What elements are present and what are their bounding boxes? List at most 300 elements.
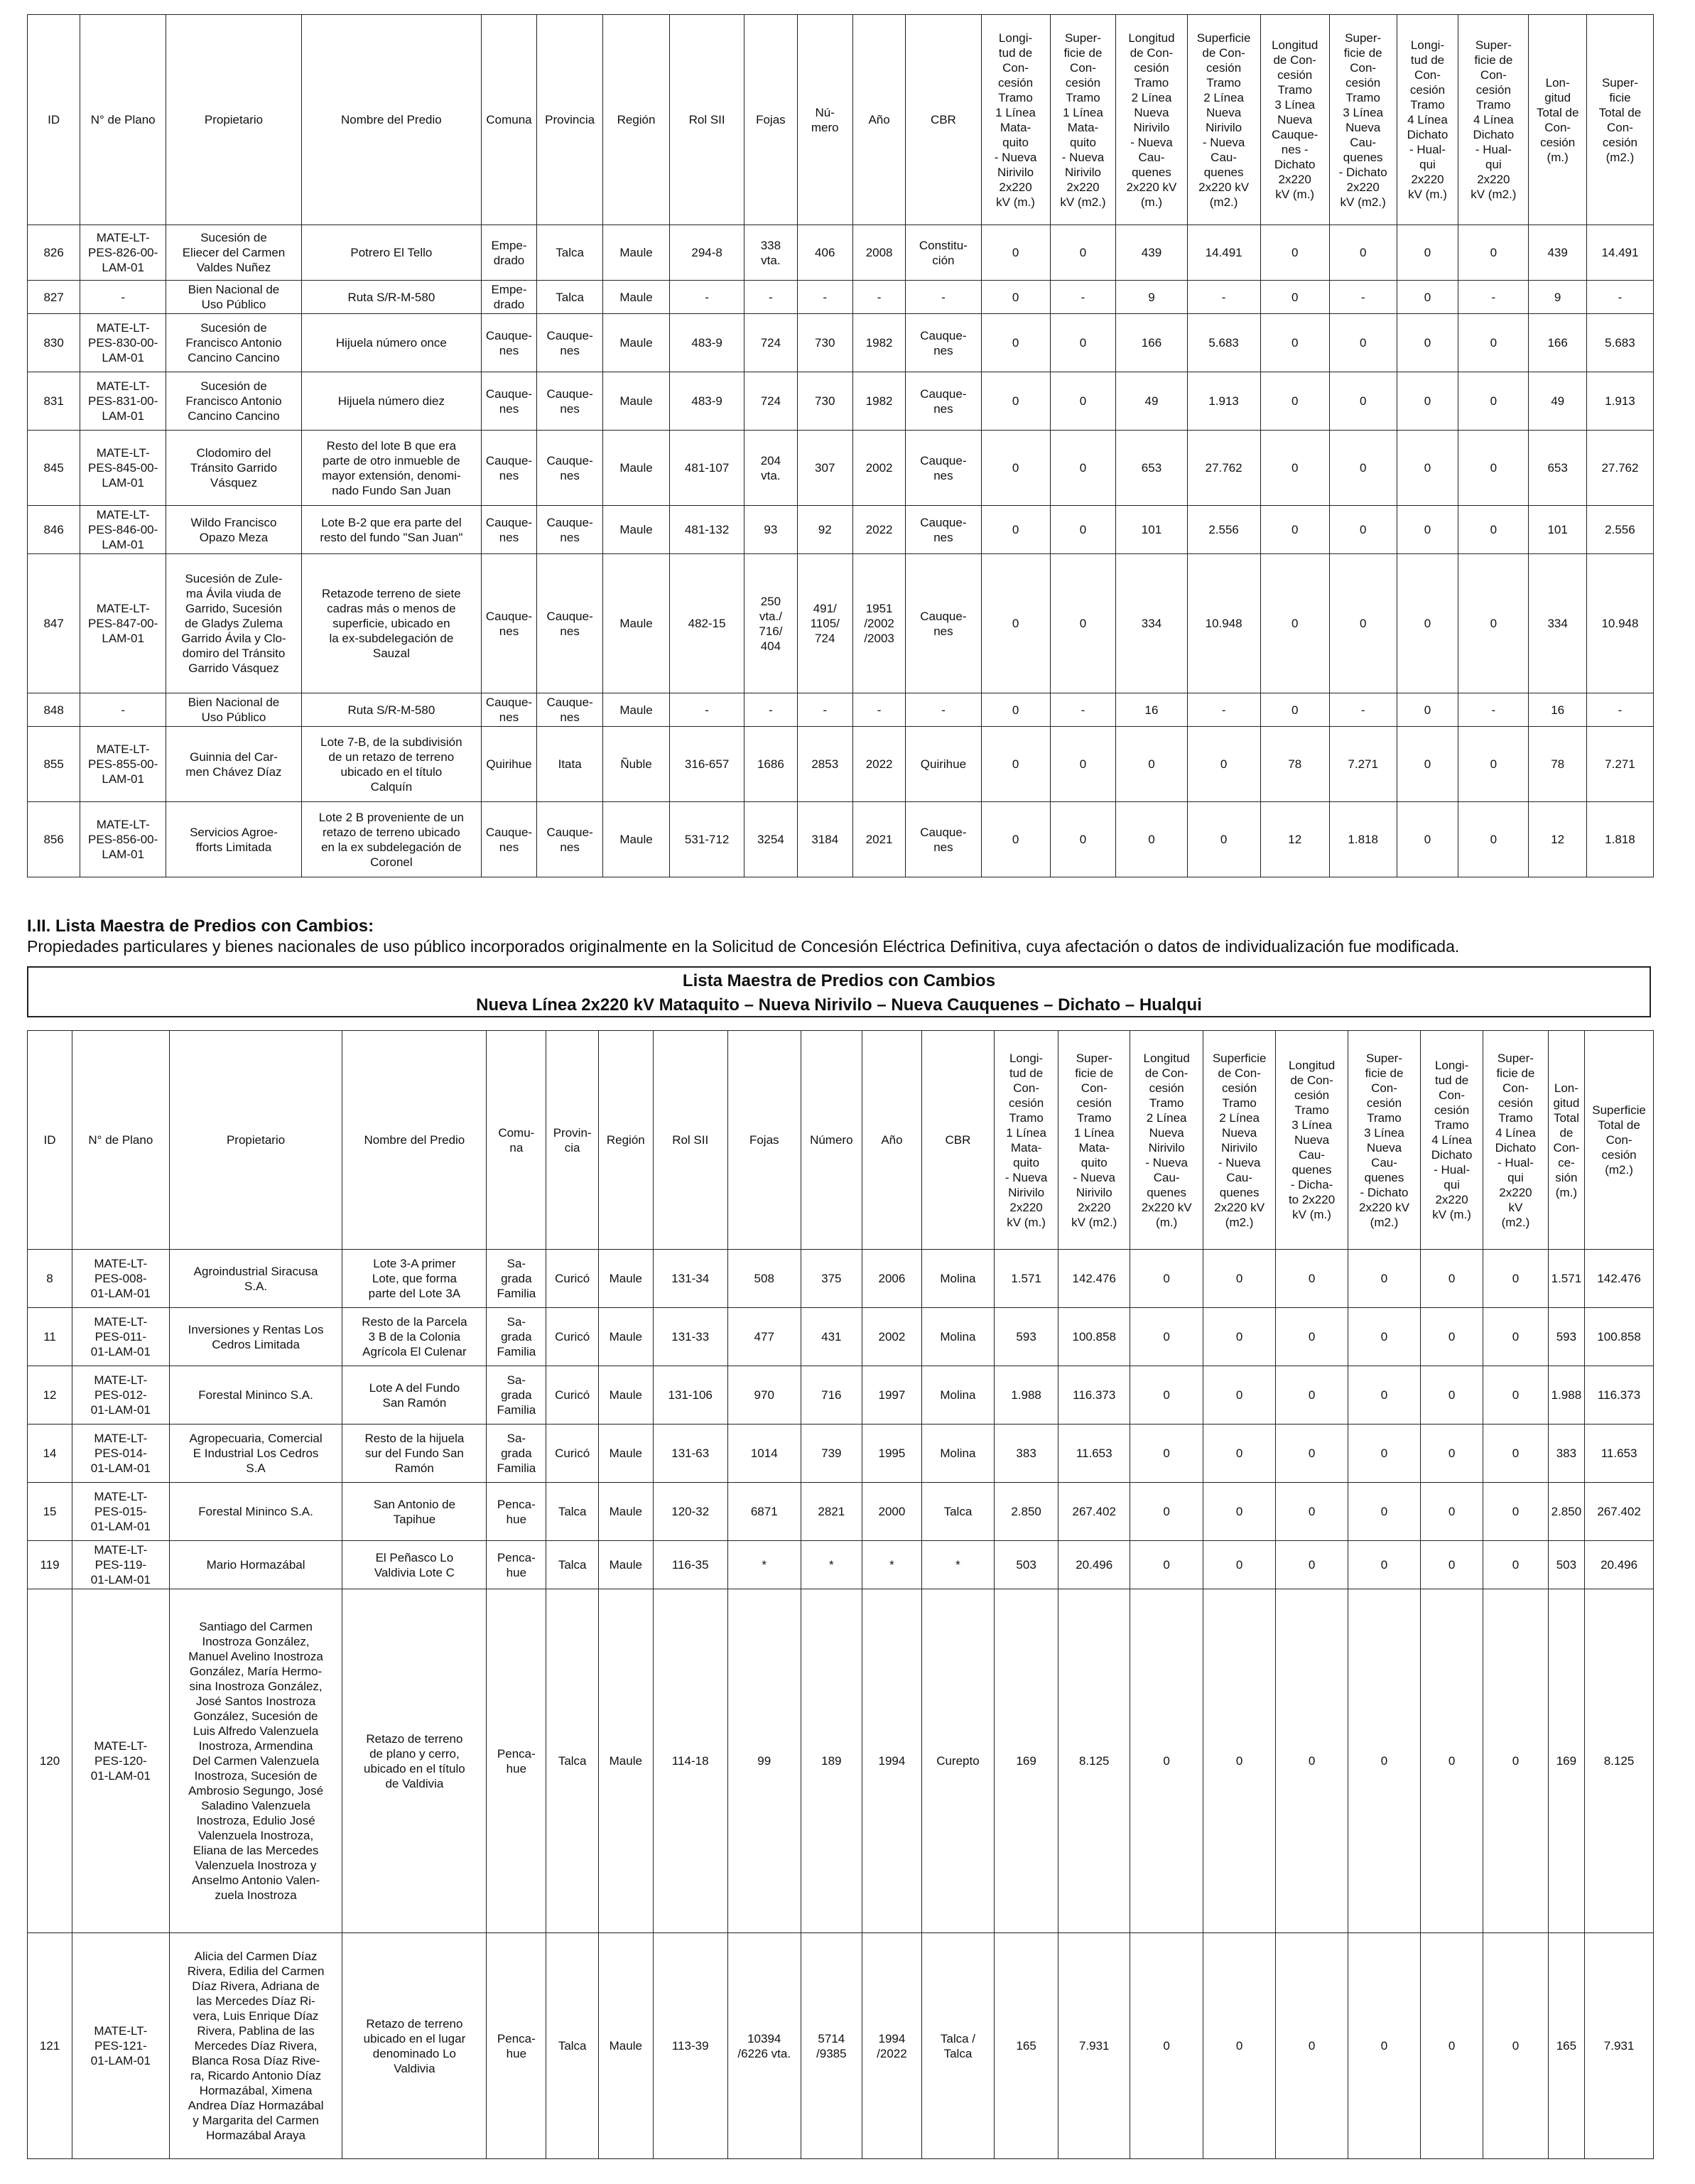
cell-sup-tramo2: 0 [1203, 1933, 1276, 2159]
cell-rol-sii: 131-34 [653, 1250, 727, 1308]
cell-cbr: - [906, 693, 981, 727]
cell-comuna: Penca- hue [487, 1541, 546, 1589]
cell-provincia: Cauque- nes [537, 314, 603, 372]
table-row [28, 506, 1654, 554]
cell-long-tramo1: 0 [981, 314, 1050, 372]
line-title: Nueva Línea 2x220 kV Mataquito – Nueva Nirivilo – Nueva Cauquenes – Dichato – Hualqui [476, 995, 1202, 1015]
header-long-tramo4: Longi- tud de Con- cesión Tramo 4 Línea Dichato - Hual- qui 2x220 kV (m.) [1420, 1031, 1483, 1250]
cell-sup-tramo4: 0 [1483, 1483, 1548, 1541]
cell-region: Maule [598, 1425, 653, 1483]
cell-numero: 730 [797, 314, 852, 372]
cell-rol-sii: 131-33 [653, 1308, 727, 1366]
cell-sup-tramo2: 0 [1203, 1541, 1276, 1589]
cell-long-tramo1: 0 [981, 727, 1050, 802]
header-sup-tramo1: Super- ficie de Con- cesión Tramo 1 Línea Mata- quito - Nueva Nirivilo 2x220 kV (m2.) [1058, 1031, 1130, 1250]
cell-sup-tramo3: 0 [1329, 506, 1397, 554]
cell-region: Maule [598, 1250, 653, 1308]
cell-sup-total: - [1586, 693, 1653, 727]
cell-long-tramo4: 0 [1397, 225, 1458, 281]
cell-plano: MATE-LT- PES-831-00- LAM-01 [80, 372, 166, 431]
cell-long-total: 12 [1529, 802, 1587, 877]
cell-anio: 2002 [852, 431, 905, 506]
cell-id: 848 [28, 693, 80, 727]
cell-id: 847 [28, 554, 80, 693]
cell-fojas: 6871 [727, 1483, 801, 1541]
cell-sup-tramo4: 0 [1458, 727, 1529, 802]
cell-sup-tramo3: 0 [1348, 1483, 1421, 1541]
cell-long-tramo1: 383 [994, 1425, 1058, 1483]
cell-nombre-predio: San Antonio de Tapihue [342, 1483, 487, 1541]
cell-rol-sii: 114-18 [653, 1589, 727, 1933]
cell-cbr: Curepto [921, 1589, 994, 1933]
cell-long-tramo1: 0 [981, 554, 1050, 693]
cell-sup-total: 27.762 [1586, 431, 1653, 506]
header-long-tramo3: Longitud de Con- cesión Tramo 3 Línea Nueva Cau- quenes - Dicha- to 2x220 kV (m.) [1276, 1031, 1348, 1250]
cell-long-tramo3: 0 [1260, 314, 1329, 372]
cell-plano: MATE-LT- PES-121- 01-LAM-01 [72, 1933, 170, 2159]
cell-propietario: Agropecuaria, Comercial E Industrial Los Cedros S.A [169, 1425, 342, 1483]
cell-cbr: Molina [921, 1250, 994, 1308]
cell-numero: - [797, 693, 852, 727]
cell-long-tramo2: 49 [1116, 372, 1187, 431]
cell-long-total: 503 [1548, 1541, 1584, 1589]
cell-id: 827 [28, 281, 80, 314]
cell-region: Ñuble [603, 727, 670, 802]
table-row [28, 1425, 1654, 1483]
header-region: Región [603, 15, 670, 225]
cell-long-tramo3: 0 [1276, 1483, 1348, 1541]
cell-comuna: Empe- drado [481, 281, 536, 314]
cell-comuna: Cauque- nes [481, 314, 536, 372]
cell-sup-tramo1: 0 [1050, 506, 1116, 554]
cell-long-tramo4: 0 [1420, 1541, 1483, 1589]
cell-anio: 2022 [852, 506, 905, 554]
cell-region: Maule [603, 372, 670, 431]
cell-rol-sii: 483-9 [669, 314, 744, 372]
cell-long-total: 165 [1548, 1933, 1584, 2159]
cell-long-tramo4: 0 [1397, 727, 1458, 802]
cell-anio: 2002 [862, 1308, 921, 1366]
cell-long-tramo2: 101 [1116, 506, 1187, 554]
cell-id: 830 [28, 314, 80, 372]
cell-comuna: Empe- drado [481, 225, 536, 281]
cell-long-tramo4: 0 [1420, 1589, 1483, 1933]
cell-sup-total: 2.556 [1586, 506, 1653, 554]
cell-long-tramo2: 166 [1116, 314, 1187, 372]
cell-nombre-predio: Ruta S/R-M-580 [301, 281, 481, 314]
cell-sup-tramo4: - [1458, 693, 1529, 727]
cell-plano: MATE-LT- PES-847-00- LAM-01 [80, 554, 166, 693]
cell-id: 856 [28, 802, 80, 877]
cell-sup-tramo2: 1.913 [1187, 372, 1260, 431]
cell-long-tramo4: 0 [1420, 1250, 1483, 1308]
cell-rol-sii: 131-63 [653, 1425, 727, 1483]
cell-sup-tramo4: 0 [1483, 1589, 1548, 1933]
cell-sup-tramo3: 0 [1348, 1933, 1421, 2159]
cell-cbr: Cauque- nes [906, 554, 981, 693]
cell-long-tramo3: 0 [1260, 506, 1329, 554]
cell-long-tramo3: 78 [1260, 727, 1329, 802]
cell-fojas: 1686 [744, 727, 797, 802]
table-row [28, 802, 1654, 877]
section-intro [27, 917, 1654, 956]
cell-sup-tramo2: 5.683 [1187, 314, 1260, 372]
cell-sup-tramo3: 1.818 [1329, 802, 1397, 877]
table-row [28, 1250, 1654, 1308]
cell-region: Maule [598, 1308, 653, 1366]
cell-fojas: * [727, 1541, 801, 1589]
cell-long-tramo4: 0 [1397, 506, 1458, 554]
cell-long-total: 593 [1548, 1308, 1584, 1366]
cell-comuna: Cauque- nes [481, 372, 536, 431]
cell-long-tramo2: 0 [1116, 727, 1187, 802]
cell-long-total: 653 [1529, 431, 1587, 506]
cell-sup-total: 5.683 [1586, 314, 1653, 372]
cell-nombre-predio: Hijuela número once [301, 314, 481, 372]
header-plano: N° de Plano [72, 1031, 170, 1250]
cell-long-tramo4: 0 [1420, 1366, 1483, 1425]
cell-sup-tramo1: 8.125 [1058, 1589, 1130, 1933]
cell-id: 11 [28, 1308, 72, 1366]
cell-sup-tramo1: 0 [1050, 225, 1116, 281]
cell-sup-total: 1.818 [1586, 802, 1653, 877]
cell-propietario: Sucesión de Eliecer del Carmen Valdes Nuñez [166, 225, 302, 281]
cell-long-total: 101 [1529, 506, 1587, 554]
cell-long-tramo1: 503 [994, 1541, 1058, 1589]
cell-sup-tramo1: 0 [1050, 431, 1116, 506]
cell-long-tramo3: 0 [1260, 281, 1329, 314]
cell-anio: - [852, 693, 905, 727]
header-numero: Número [801, 1031, 862, 1250]
cell-sup-tramo1: 0 [1050, 372, 1116, 431]
cell-long-tramo2: 0 [1130, 1250, 1203, 1308]
table-row [28, 693, 1654, 727]
header-cbr: CBR [906, 15, 981, 225]
cell-long-tramo4: 0 [1420, 1933, 1483, 2159]
cell-long-total: 78 [1529, 727, 1587, 802]
cell-long-tramo1: 0 [981, 372, 1050, 431]
cell-sup-tramo3: 0 [1329, 225, 1397, 281]
cell-fojas: 250 vta./ 716/ 404 [744, 554, 797, 693]
table-row [28, 727, 1654, 802]
cell-sup-tramo1: 0 [1050, 727, 1116, 802]
cell-region: Maule [598, 1366, 653, 1425]
cell-id: 15 [28, 1483, 72, 1541]
cell-anio: 2022 [852, 727, 905, 802]
cell-long-tramo1: 0 [981, 225, 1050, 281]
cell-sup-total: 7.271 [1586, 727, 1653, 802]
cell-provincia: Cauque- nes [537, 802, 603, 877]
cell-propietario: Sucesión de Francisco Antonio Cancino Cancino [166, 314, 302, 372]
header-sup-tramo2: Superficie de Con- cesión Tramo 2 Línea Nueva Nirivilo - Nueva Cau- quenes 2x220 kV (m2.) [1187, 15, 1260, 225]
cell-sup-tramo1: 0 [1050, 554, 1116, 693]
cell-sup-tramo1: 100.858 [1058, 1308, 1130, 1366]
cell-numero: 491/ 1105/ 724 [797, 554, 852, 693]
cell-id: 846 [28, 506, 80, 554]
cell-plano: MATE-LT- PES-856-00- LAM-01 [80, 802, 166, 877]
cell-fojas: - [744, 693, 797, 727]
cell-propietario: Santiago del Carmen Inostroza González, Manuel Avelino Inostroza González, María Hermo- sina Inostroza González, José Santos Inostroza González, Sucesión de Luis Alfredo Valenzuela Inostroza, Armendina Del Carmen Valenzuela Inostroza, Sucesión de Ambrosio Segungo, José Saladino Valenzuela Inostroza, Edulio José Valenzuela Inostroza, Eliana de las Mercedes Valenzuela Inostroza y Anselmo Antonio Valen- zuela Inostroza [169, 1589, 342, 1933]
cell-propietario: Forestal Mininco S.A. [169, 1483, 342, 1541]
cell-anio: 1997 [862, 1366, 921, 1425]
cell-rol-sii: 483-9 [669, 372, 744, 431]
cell-provincia: Curicó [546, 1425, 599, 1483]
cell-sup-tramo2: 0 [1203, 1308, 1276, 1366]
cell-sup-tramo4: 0 [1483, 1933, 1548, 2159]
cell-plano: MATE-LT- PES-830-00- LAM-01 [80, 314, 166, 372]
cell-sup-tramo3: 0 [1348, 1541, 1421, 1589]
cell-numero: 739 [801, 1425, 862, 1483]
cell-numero: 189 [801, 1589, 862, 1933]
cell-sup-tramo2: 10.948 [1187, 554, 1260, 693]
cell-cbr: * [921, 1541, 994, 1589]
cell-comuna: Cauque- nes [481, 554, 536, 693]
header-propietario: Propietario [169, 1031, 342, 1250]
cell-long-tramo4: 0 [1397, 693, 1458, 727]
cell-sup-tramo4: 0 [1458, 802, 1529, 877]
cell-sup-total: 20.496 [1585, 1541, 1654, 1589]
cell-long-tramo3: 0 [1276, 1308, 1348, 1366]
cell-long-tramo4: 0 [1397, 802, 1458, 877]
cell-anio: 2006 [862, 1250, 921, 1308]
cell-rol-sii: 120-32 [653, 1483, 727, 1541]
cell-sup-tramo4: 0 [1483, 1250, 1548, 1308]
cell-sup-total: 100.858 [1585, 1308, 1654, 1366]
cell-sup-tramo3: 0 [1329, 314, 1397, 372]
header-plano: N° de Plano [80, 15, 166, 225]
header-sup-tramo3: Super- ficie de Con- cesión Tramo 3 Línea Nueva Cau- quenes - Dichato 2x220 kV (m2.) [1329, 15, 1397, 225]
cell-rol-sii: - [669, 281, 744, 314]
cell-comuna: Penca- hue [487, 1933, 546, 2159]
cell-region: Maule [603, 802, 670, 877]
cell-anio: 2000 [862, 1483, 921, 1541]
cell-cbr: Cauque- nes [906, 372, 981, 431]
cell-long-tramo3: 0 [1260, 554, 1329, 693]
cell-sup-tramo2: 0 [1187, 802, 1260, 877]
cell-sup-tramo1: 7.931 [1058, 1933, 1130, 2159]
cell-provincia: Talca [537, 281, 603, 314]
section-description: Propiedades particulares y bienes nacionales de uso público incorporados originalmente en la Solicitud de Concesión Eléctrica Definitiva, cuya afectación o datos de individualización fue modificada. [27, 937, 1460, 956]
cell-anio: 1951 /2002 /2003 [852, 554, 905, 693]
cell-provincia: Cauque- nes [537, 554, 603, 693]
cell-comuna: Sa- grada Familia [487, 1366, 546, 1425]
table2-body [28, 1250, 1654, 2159]
cell-propietario: Servicios Agroe- fforts Limitada [166, 802, 302, 877]
cell-long-tramo3: 0 [1260, 693, 1329, 727]
cell-plano: MATE-LT- PES-015- 01-LAM-01 [72, 1483, 170, 1541]
cell-sup-tramo1: 20.496 [1058, 1541, 1130, 1589]
cell-long-tramo3: 0 [1276, 1250, 1348, 1308]
cell-long-tramo3: 0 [1276, 1425, 1348, 1483]
cell-anio: - [852, 281, 905, 314]
cell-long-tramo3: 0 [1276, 1589, 1348, 1933]
cell-plano: MATE-LT- PES-119- 01-LAM-01 [72, 1541, 170, 1589]
cell-anio: 1982 [852, 372, 905, 431]
cell-id: 855 [28, 727, 80, 802]
cell-sup-tramo4: 0 [1483, 1308, 1548, 1366]
cell-anio: * [862, 1541, 921, 1589]
cell-id: 121 [28, 1933, 72, 2159]
header-provincia: Provin- cia [546, 1031, 599, 1250]
cell-plano: MATE-LT- PES-012- 01-LAM-01 [72, 1366, 170, 1425]
cell-id: 14 [28, 1425, 72, 1483]
cell-long-tramo4: 0 [1420, 1425, 1483, 1483]
cell-long-total: 49 [1529, 372, 1587, 431]
cell-comuna: Penca- hue [487, 1589, 546, 1933]
cell-numero: 2853 [797, 727, 852, 802]
cell-long-tramo4: 0 [1397, 314, 1458, 372]
cell-sup-total: 14.491 [1586, 225, 1653, 281]
cell-comuna: Penca- hue [487, 1483, 546, 1541]
cell-nombre-predio: Lote 7-B, de la subdivisión de un retazo de terreno ubicado en el título Calquín [301, 727, 481, 802]
cell-sup-tramo1: - [1050, 693, 1116, 727]
cell-nombre-predio: Lote 3-A primer Lote, que forma parte del Lote 3A [342, 1250, 487, 1308]
cell-nombre-predio: El Peñasco Lo Valdivia Lote C [342, 1541, 487, 1589]
cell-sup-tramo4: 0 [1458, 431, 1529, 506]
cell-region: Maule [598, 1933, 653, 2159]
cell-sup-tramo3: 0 [1348, 1366, 1421, 1425]
cell-comuna: Cauque- nes [481, 431, 536, 506]
cell-anio: 1994 /2022 [862, 1933, 921, 2159]
cell-sup-tramo3: 0 [1348, 1425, 1421, 1483]
cell-propietario: Bien Nacional de Uso Público [166, 281, 302, 314]
header-long-tramo2: Longitud de Con- cesión Tramo 2 Línea Nueva Nirivilo - Nueva Cau- quenes 2x220 kV (m.) [1130, 1031, 1203, 1250]
cell-sup-total: 1.913 [1586, 372, 1653, 431]
cell-sup-tramo1: 116.373 [1058, 1366, 1130, 1425]
cell-long-total: 166 [1529, 314, 1587, 372]
cell-long-total: 169 [1548, 1589, 1584, 1933]
cell-long-tramo3: 0 [1260, 431, 1329, 506]
header-sup-total: Super- ficie Total de Con- cesión (m2.) [1586, 15, 1653, 225]
cell-region: Maule [603, 225, 670, 281]
cell-comuna: Cauque- nes [481, 506, 536, 554]
header-cbr: CBR [921, 1031, 994, 1250]
cell-propietario: Sucesión de Zule- ma Ávila viuda de Garrido, Sucesión de Gladys Zulema Garrido Ávila y Clo- domiro del Tránsito Garrido Vásquez [166, 554, 302, 693]
header-long-tramo4: Longi- tud de Con- cesión Tramo 4 Línea Dichato - Hual- qui 2x220 kV (m.) [1397, 15, 1458, 225]
cell-sup-tramo1: 0 [1050, 314, 1116, 372]
header-sup-total: Superficie Total de Con- cesión (m2.) [1585, 1031, 1654, 1250]
cell-long-tramo3: 0 [1260, 372, 1329, 431]
cell-cbr: Cauque- nes [906, 431, 981, 506]
cell-provincia: Talca [546, 1483, 599, 1541]
cell-long-tramo1: 0 [981, 802, 1050, 877]
cell-sup-tramo4: 0 [1483, 1425, 1548, 1483]
cell-fojas: 99 [727, 1589, 801, 1933]
cell-fojas: 10394 /6226 vta. [727, 1933, 801, 2159]
cell-fojas: 338 vta. [744, 225, 797, 281]
cell-sup-tramo3: - [1329, 693, 1397, 727]
cell-sup-total: 10.948 [1586, 554, 1653, 693]
cell-numero: 92 [797, 506, 852, 554]
cell-nombre-predio: Potrero El Tello [301, 225, 481, 281]
cell-plano: MATE-LT- PES-014- 01-LAM-01 [72, 1425, 170, 1483]
cell-id: 12 [28, 1366, 72, 1425]
cell-numero: 307 [797, 431, 852, 506]
cell-provincia: Talca [546, 1589, 599, 1933]
cell-long-total: 1.988 [1548, 1366, 1584, 1425]
cell-fojas: 724 [744, 372, 797, 431]
cell-long-total: 1.571 [1548, 1250, 1584, 1308]
section-heading: I.II. Lista Maestra de Predios con Cambios: [27, 917, 374, 936]
cell-sup-tramo4: - [1458, 281, 1529, 314]
header-rol-sii: Rol SII [653, 1031, 727, 1250]
cell-provincia: Curicó [546, 1250, 599, 1308]
cell-nombre-predio: Lote A del Fundo San Ramón [342, 1366, 487, 1425]
cell-sup-tramo3: - [1329, 281, 1397, 314]
cell-sup-tramo2: 0 [1203, 1366, 1276, 1425]
table-row [28, 281, 1654, 314]
cell-rol-sii: 316-657 [669, 727, 744, 802]
cell-sup-tramo4: 0 [1458, 554, 1529, 693]
cell-fojas: 1014 [727, 1425, 801, 1483]
cell-cbr: Constitu- ción [906, 225, 981, 281]
cell-propietario: Forestal Mininco S.A. [169, 1366, 342, 1425]
header-numero: Nú- mero [797, 15, 852, 225]
cell-sup-total: 7.931 [1585, 1933, 1654, 2159]
cell-propietario: Alicia del Carmen Díaz Rivera, Edilia del Carmen Díaz Rivera, Adriana de las Mercedes Díaz Ri- vera, Luis Enrique Díaz Rivera, Pablina de las Mercedes Díaz Rivera, Blanca Rosa Díaz Rive- ra, Ricardo Antonio Díaz Hormazábal, Ximena Andrea Díaz Hormazábal y Margarita del Carmen Hormazábal Araya [169, 1933, 342, 2159]
cell-sup-tramo3: 0 [1348, 1589, 1421, 1933]
cell-plano: MATE-LT- PES-845-00- LAM-01 [80, 431, 166, 506]
cell-fojas: 970 [727, 1366, 801, 1425]
cell-propietario: Agroindustrial Siracusa S.A. [169, 1250, 342, 1308]
cell-sup-tramo3: 0 [1348, 1308, 1421, 1366]
cell-rol-sii: - [669, 693, 744, 727]
cell-sup-tramo2: 0 [1203, 1250, 1276, 1308]
cell-id: 120 [28, 1589, 72, 1933]
table-row [28, 225, 1654, 281]
cell-sup-tramo3: 0 [1348, 1250, 1421, 1308]
cell-rol-sii: 481-132 [669, 506, 744, 554]
cell-long-tramo4: 0 [1420, 1483, 1483, 1541]
cell-comuna: Quirihue [481, 727, 536, 802]
cell-nombre-predio: Resto de la Parcela 3 B de la Colonia Agrícola El Culenar [342, 1308, 487, 1366]
cell-numero: 716 [801, 1366, 862, 1425]
cell-comuna: Cauque- nes [481, 802, 536, 877]
cell-propietario: Sucesión de Francisco Antonio Cancino Cancino [166, 372, 302, 431]
cell-long-tramo3: 12 [1260, 802, 1329, 877]
cell-propietario: Wildo Francisco Opazo Meza [166, 506, 302, 554]
cell-anio: 1982 [852, 314, 905, 372]
cell-long-tramo2: 653 [1116, 431, 1187, 506]
cell-long-tramo1: 593 [994, 1308, 1058, 1366]
cell-anio: 1995 [862, 1425, 921, 1483]
master-list-table-2 [27, 1030, 1654, 2159]
table-row [28, 314, 1654, 372]
cell-cbr: - [906, 281, 981, 314]
cell-long-total: 16 [1529, 693, 1587, 727]
cell-id: 8 [28, 1250, 72, 1308]
cell-long-tramo1: 169 [994, 1589, 1058, 1933]
cell-nombre-predio: Lote 2 B proveniente de un retazo de terreno ubicado en la ex subdelegación de Coronel [301, 802, 481, 877]
cell-long-tramo2: 0 [1116, 802, 1187, 877]
cell-sup-tramo2: 0 [1203, 1425, 1276, 1483]
cell-sup-tramo3: 7.271 [1329, 727, 1397, 802]
header-fojas: Fojas [744, 15, 797, 225]
cell-propietario: Inversiones y Rentas Los Cedros Limitada [169, 1308, 342, 1366]
cell-region: Maule [603, 314, 670, 372]
cell-plano: MATE-LT- PES-826-00- LAM-01 [80, 225, 166, 281]
cell-provincia: Cauque- nes [537, 431, 603, 506]
header-id: ID [28, 15, 80, 225]
master-list-table-1 [27, 14, 1654, 877]
cell-rol-sii: 116-35 [653, 1541, 727, 1589]
cell-nombre-predio: Retazo de terreno ubicado en el lugar denominado Lo Valdivia [342, 1933, 487, 2159]
cell-propietario: Bien Nacional de Uso Público [166, 693, 302, 727]
header-long-tramo1: Longi- tud de Con- cesión Tramo 1 Línea Mata- quito - Nueva Nirivilo 2x220 kV (m.) [994, 1031, 1058, 1250]
cell-propietario: Mario Hormazábal [169, 1541, 342, 1589]
table-row [28, 1541, 1654, 1589]
cell-nombre-predio: Lote B-2 que era parte del resto del fundo "San Juan" [301, 506, 481, 554]
